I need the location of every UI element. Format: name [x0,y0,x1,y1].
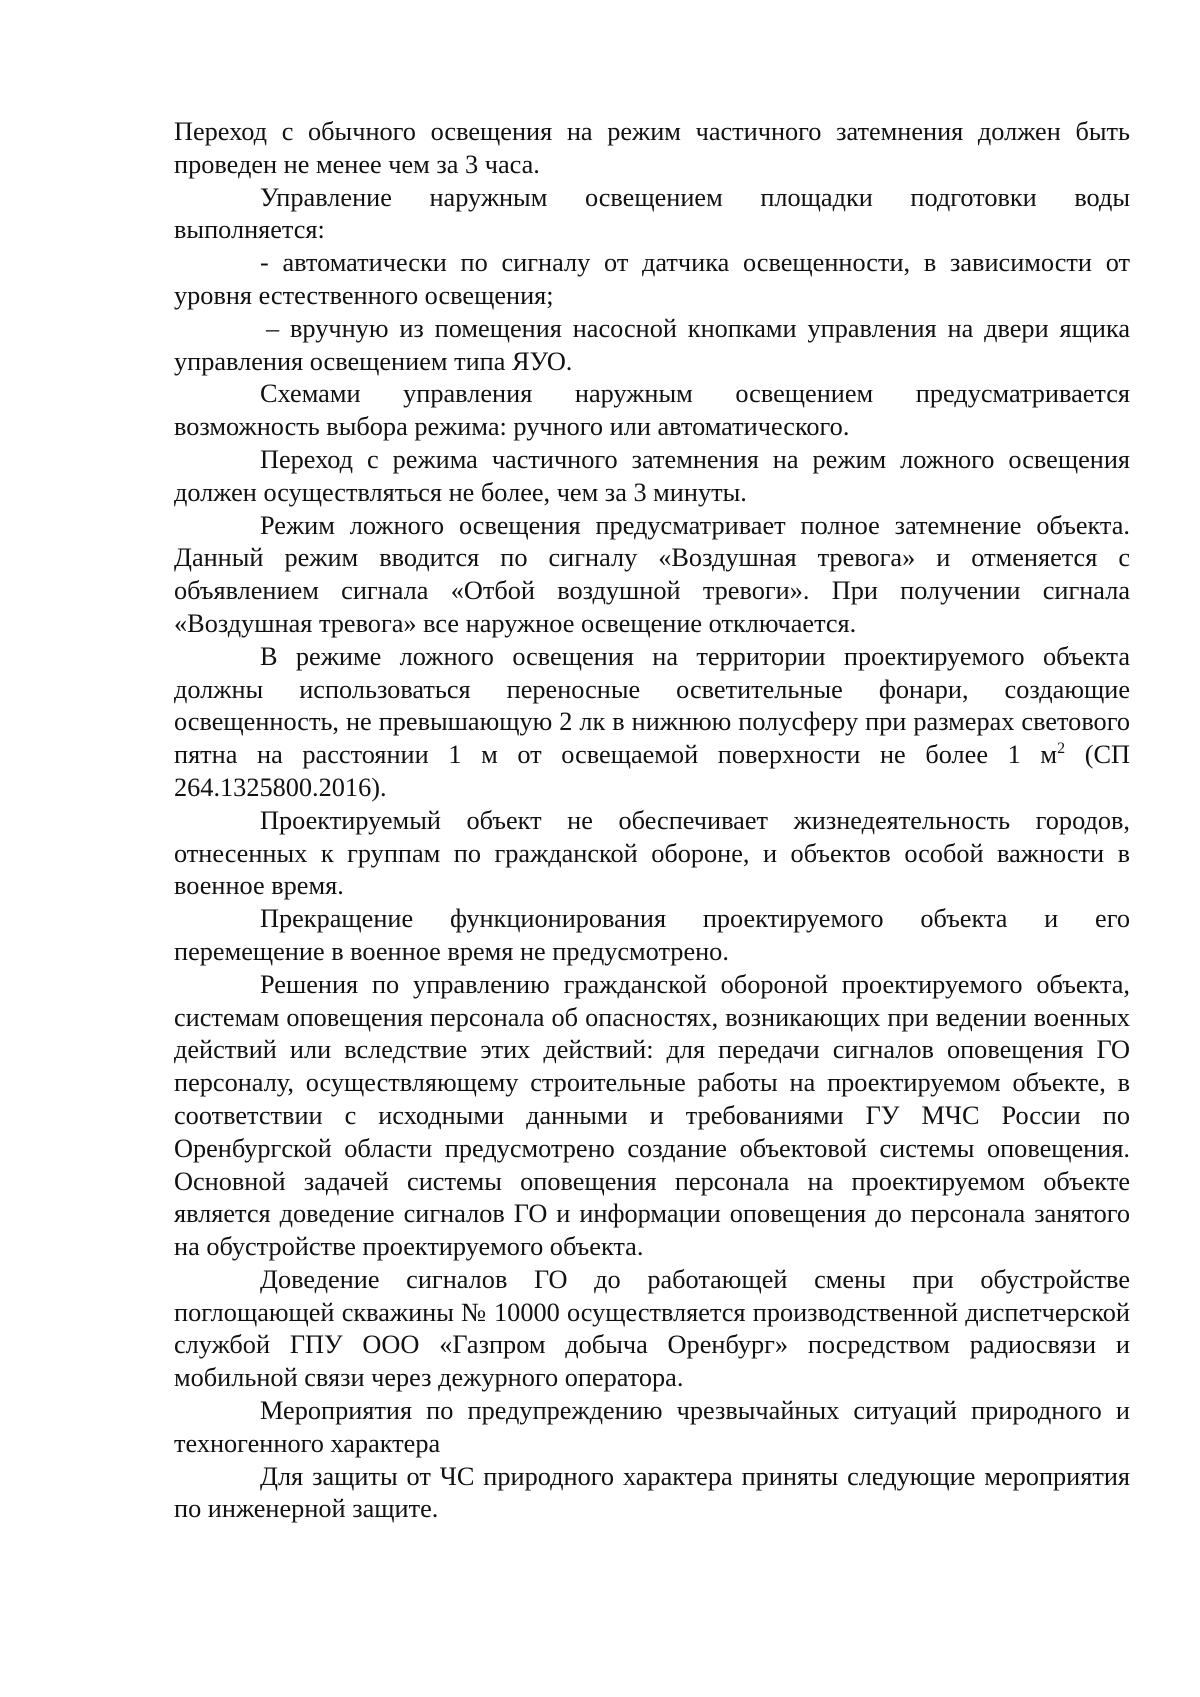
paragraph-signal-delivery: Доведение сигналов ГО до работающей смены при обустройстве поглощающей скважины № 10000 осуществляется производственной диспетчерской службой ГПУ ООО «Газпром добыча Оренбург» посредством радиосвязи и мобильной связи через дежурного оператора. [174,1264,1130,1393]
paragraph-lighting-transition: Переход с обычного освещения на режим частичного затемнения должен быть проведен не менее чем за 3 часа. [174,117,1130,179]
paragraph-false-lighting-mode: Режим ложного освещения предусматривает полное затемнение объекта. Данный режим вводится по сигналу «Воздушная тревога» и отменяется с объявлением сигнала «Отбой воздушной тревоги». При получении сигнала «Воздушная тревога» все наружное освещение отключается. [174,510,1130,638]
paragraph-lighting-control: Управление наружным освещением площадки подготовки воды выполняется: [174,182,1130,245]
paragraph-false-lighting-transition: Переход с режима частичного затемнения на режим ложного освещения должен осуществляться не более, чем за 3 минуты. [174,444,1130,507]
list-item-manual: – вручную из помещения насосной кнопками управления на двери ящика управления освещением типа ЯУО. [174,313,1130,376]
paragraph-civil-defense-control: Решения по управлению гражданской обороной проектируемого объекта, системам оповещения персонала об опасностях, возникающих при ведении военных действий или вследствие этих действий: для передачи сигналов оповещения ГО персоналу, осуществляющему строительные работы на проектируемом объекте, в соответствии с исходными данными и требованиями ГУ МЧС России по Оренбургской области предусмотрено создание объектовой системы оповещения. Основной задачей системы оповещения персонала на проектируемом объекте является доведение сигналов ГО и информации оповещения до персонала занятого на обустройстве проектируемого объекта. [174,969,1130,1262]
paragraph-mode-selection: Схемами управления наружным освещением предусматривается возможность выбора режима: ручного или автоматического. [174,379,1130,442]
superscript-square: 2 [1057,740,1066,758]
document-page [174,116,1130,1526]
paragraph-portable-lights [174,641,1130,805]
paragraph-termination: Прекращение функционирования проектируемого объекта и его перемещение в военное время не предусмотрено. [174,904,1130,966]
paragraph-object-importance: Проектируемый объект не обеспечивает жизнедеятельность городов, отнесенных к группам по гражданской обороне, и объектов особой важности в военное время. [174,805,1130,901]
paragraph-engineering-protection: Для защиты от ЧС природного характера приняты следующие мероприятия по инженерной защите. [174,1461,1130,1524]
section-heading-emergency-prevention: Мероприятия по предупреждению чрезвычайных ситуаций природного и техногенного характера [174,1396,1130,1458]
portable-lights-text: В режиме ложного освещения на территории проектируемого объекта должны использоваться переносные осветительные фонари, создающие освещенность, не превышающую 2 лк в нижнюю полусферу при размерах светового пятна на расстоянии 1 м от освещаемой поверхности не более 1 м [174,641,1130,770]
portable-lights-reference: (СП 264.1325800.2016). [174,740,1130,802]
list-item-automatic: - автоматически по сигналу от датчика освещенности, в зависимости от уровня естественного освещения; [174,248,1130,310]
